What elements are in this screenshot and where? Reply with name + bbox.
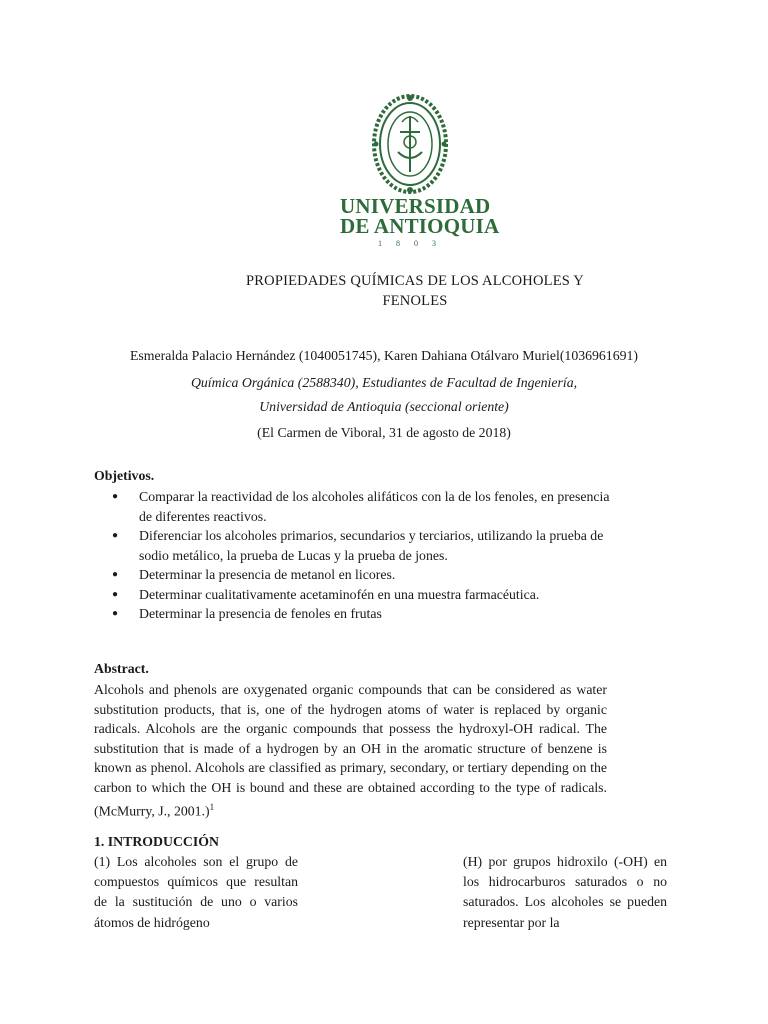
- bullet-icon: ●: [112, 588, 119, 600]
- introduction-column-left: (1) Los alcoholes son el grupo de compuestos químicos que resultan de la sustitución de uno o varios átomos de hidrógeno: [94, 854, 298, 930]
- university-seal-icon: [370, 92, 450, 196]
- list-item: ● Determinar la presencia de fenoles en frutas: [94, 604, 610, 624]
- list-item: ● Comparar la reactividad de los alcoholes alifáticos con la de los fenoles, en presencia de diferentes reactivos.: [112, 489, 610, 524]
- bullet-icon: ●: [112, 608, 119, 619]
- title-line1: PROPIEDADES QUÍMICAS DE LOS ALCOHOLES Y: [246, 273, 584, 289]
- bullet-icon: ●: [112, 530, 119, 541]
- abstract-body: [94, 680, 607, 821]
- bullet-icon: ●: [112, 569, 119, 580]
- list-item: ● Diferenciar los alcoholes primarios, secundarios y terciarios, utilizando la prueba de sodio metálico, la prueba de Lucas y la prueba de jones.: [112, 528, 604, 563]
- paper-title: [220, 271, 610, 311]
- university-logo: [340, 92, 500, 260]
- university-name-line1: UNIVERSIDAD: [340, 194, 491, 218]
- list-item: ● Determinar la presencia de metanol en licores.: [94, 565, 610, 585]
- abstract-heading: Abstract.: [94, 661, 149, 676]
- bullet-icon: ●: [112, 491, 119, 502]
- abstract-text: Alcohols and phenols are oxygenated organic compounds that can be considered as water substitution products, that is, one of the hydrogen atoms of water is replaced by organic radicals. Alcohols are the organic compounds that possess the hydroxyl-OH radical. The substitution that is made of a hydrogen by an OH in the aromatic structure of benzene is known as phenol. Alcohols are classified as primary, secondary, or tertiary depending on the carbon to which the OH is bound and these are obtained according to the type of radicals. (McMurry, J., 2001.): [94, 682, 607, 819]
- objectives-list: [94, 487, 610, 624]
- affiliation-line2: Universidad de Antioquia (seccional oriente): [259, 399, 509, 414]
- university-founding-year: 1 8 0 3: [378, 239, 442, 248]
- introduction-column-right: (H) por grupos hidroxilo (-OH) en los hidrocarburos saturados o no saturados. Los alcoholes se pueden representar por la: [463, 854, 667, 930]
- affiliation-line1: Química Orgánica (2588340), Estudiantes de Facultad de Ingeniería,: [190, 375, 578, 390]
- abstract-footnote: 1: [209, 801, 215, 812]
- title-line2: FENOLES: [382, 293, 448, 309]
- list-item: ● Determinar cualitativamente acetaminofén en una muestra farmacéutica.: [94, 585, 610, 605]
- university-name-line2: DE ANTIOQUIA: [340, 214, 500, 238]
- place-date: (El Carmen de Viboral, 31 de agosto de 2018): [257, 425, 511, 440]
- introduction-heading: 1. INTRODUCCIÓN: [94, 834, 219, 849]
- objectives-heading: Objetivos.: [94, 468, 155, 483]
- authors: Esmeralda Palacio Hernández (1040051745), Karen Dahiana Otálvaro Muriel(1036961691): [129, 348, 638, 363]
